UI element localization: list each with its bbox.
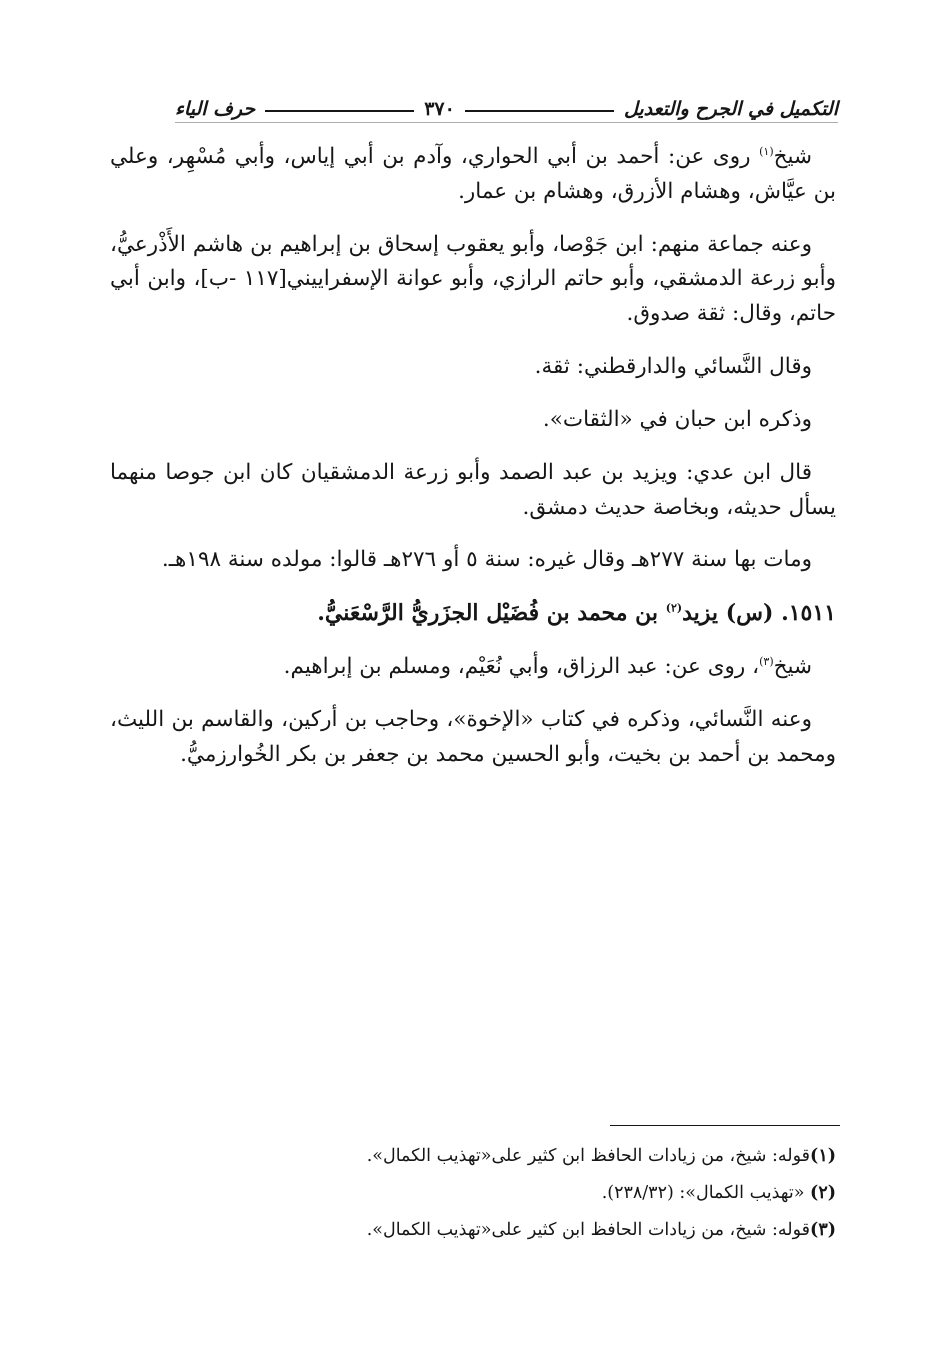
lead-word: شيخ xyxy=(773,144,812,169)
header-rule xyxy=(175,122,838,123)
paragraph: وعنه جماعة منهم: ابن جَوْصا، وأبو يعقوب إسحاق بن إبراهيم بن هاشم الأَذْرعيُّ، وأبو زرعة الدمشقي، وأبو حاتم الرازي، وأبو عوانة الإسفراييني[١١٧ -ب]، وابن أبي حاتم، وقال: ثقة صدوق. xyxy=(110,231,837,327)
footnote-number: (١) xyxy=(810,1146,836,1166)
section-title: حرف الياء xyxy=(175,98,256,120)
footnote-text: «تهذيب الكمال»: (٢٣٨/٣٢). xyxy=(601,1183,805,1204)
footnote-text: قوله: شيخ، من زيادات الحافظ ابن كثير على«تهذيب الكمال». xyxy=(366,1220,811,1241)
footnote-number: (٢) xyxy=(810,1183,836,1204)
paragraph: قال ابن عدي: ويزيد بن عبد الصمد وأبو زرعة الدمشقيان كان ابن جوصا منهما يسأل حديثه، وبخاصة حديث دمشق. xyxy=(110,459,836,520)
footnote-number: (٣) xyxy=(810,1220,836,1241)
footnote-marker: (١) xyxy=(759,144,774,158)
footnotes xyxy=(110,1143,836,1254)
paragraph: ومات بها سنة ٢٧٧هـ وقال غيره: سنة ٥ أو ٢٧٦هـ قالوا: مولده سنة ١٩٨هـ. xyxy=(161,547,812,573)
paragraph-text: روى عن: أحمد بن أبي الحواري، وآدم بن أبي إياس، وأبي مُسْهِر، وعلي بن عيَّاش، وهشام الأزرق، وهشام بن عمار. xyxy=(110,144,836,204)
entry-name-rest: بن محمد بن فُضَيْل الجزَريُّ الرَّسْعَنيُّ. xyxy=(317,600,659,627)
footnote xyxy=(110,1143,836,1170)
entry-number: ١٥١١. xyxy=(781,600,836,627)
footnote-marker: (٢) xyxy=(665,601,683,615)
footnote-marker: (٣) xyxy=(759,654,774,668)
entry-heading xyxy=(110,596,836,632)
paragraph: وعنه النَّسائي، وذكره في كتاب «الإخوة»، وحاجب بن أركين، والقاسم بن الليث، ومحمد بن أحمد بن بخيت، وأبو الحسين محمد بن جعفر بن بكر الخُوارزميُّ. xyxy=(110,706,836,767)
header-dash xyxy=(465,110,614,112)
paragraph: وقال النَّسائي والدارقطني: ثقة. xyxy=(534,354,812,380)
page-number: ٣٧٠ xyxy=(424,98,455,120)
footnote xyxy=(110,1217,836,1244)
book-title: التكميل في الجرح والتعديل xyxy=(623,98,838,120)
paragraph xyxy=(110,140,836,210)
paragraph xyxy=(110,650,836,685)
paragraph: وذكره ابن حبان في «الثقات». xyxy=(542,406,812,432)
header-dash xyxy=(265,110,414,112)
footnote-text: قوله: شيخ، من زيادات الحافظ ابن كثير على«تهذيب الكمال». xyxy=(366,1146,811,1166)
entry-name: يزيد xyxy=(682,600,719,627)
footnote xyxy=(110,1180,836,1207)
running-header xyxy=(175,80,838,120)
main-text xyxy=(110,140,836,790)
paragraph-text: ، روى عن: عبد الرزاق، وأبي نُعَيْم، ومسلم بن إبراهيم. xyxy=(283,653,760,679)
footnote-separator xyxy=(610,1125,840,1126)
lead-word: شيخ xyxy=(773,653,812,679)
entry-code: (س) xyxy=(725,600,774,627)
